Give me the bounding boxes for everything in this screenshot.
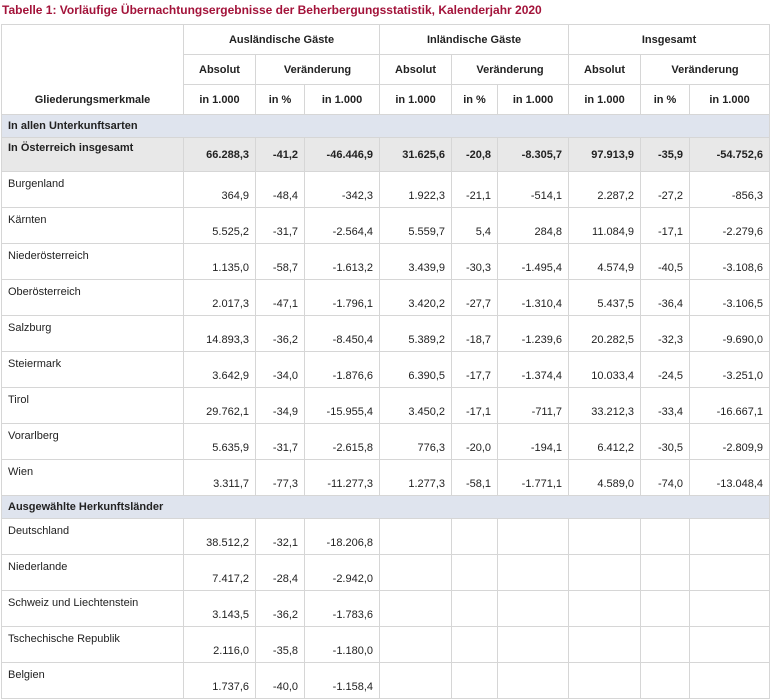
value-cell: 1.737,6 [184, 663, 256, 699]
value-cell: -47,1 [256, 280, 305, 316]
subheader-absolute: Absolut [184, 55, 256, 85]
value-cell [380, 591, 452, 627]
section-title: In allen Unterkunftsarten [2, 115, 770, 138]
value-cell: -48,4 [256, 172, 305, 208]
value-cell: -31,7 [256, 208, 305, 244]
value-cell [641, 663, 690, 699]
value-cell: -9.690,0 [690, 316, 770, 352]
value-cell: -40,0 [256, 663, 305, 699]
value-cell [498, 519, 569, 555]
table-row [2, 627, 770, 663]
value-cell: -16.667,1 [690, 388, 770, 424]
value-cell: 10.033,4 [569, 352, 641, 388]
section-header-row [2, 496, 770, 519]
value-cell: -3.106,5 [690, 280, 770, 316]
value-cell [380, 555, 452, 591]
table-row [2, 591, 770, 627]
subheader-absolute: Absolut [569, 55, 641, 85]
value-cell: 5.559,7 [380, 208, 452, 244]
value-cell: -8.305,7 [498, 138, 569, 172]
value-cell: -31,7 [256, 424, 305, 460]
table-row [2, 460, 770, 496]
value-cell: 97.913,9 [569, 138, 641, 172]
value-cell: -13.048,4 [690, 460, 770, 496]
value-cell: -1.239,6 [498, 316, 569, 352]
value-cell: -2.279,6 [690, 208, 770, 244]
value-cell: 66.288,3 [184, 138, 256, 172]
table-row [2, 388, 770, 424]
total-row [2, 138, 770, 172]
overnight-stays-table [1, 24, 770, 699]
value-cell: -1.180,0 [305, 627, 380, 663]
value-cell [641, 591, 690, 627]
value-cell: -32,3 [641, 316, 690, 352]
value-cell: -36,2 [256, 316, 305, 352]
value-cell: 284,8 [498, 208, 569, 244]
value-cell: 11.084,9 [569, 208, 641, 244]
row-label: Steiermark [2, 352, 184, 388]
row-label: Vorarlberg [2, 424, 184, 460]
unit-header: in 1.000 [569, 85, 641, 115]
value-cell [380, 519, 452, 555]
value-cell: -27,7 [452, 280, 498, 316]
value-cell [380, 663, 452, 699]
value-cell: 5.525,2 [184, 208, 256, 244]
value-cell [452, 663, 498, 699]
subheader-change: Veränderung [256, 55, 380, 85]
value-cell: -58,7 [256, 244, 305, 280]
value-cell: -28,4 [256, 555, 305, 591]
unit-header: in 1.000 [380, 85, 452, 115]
value-cell: -3.251,0 [690, 352, 770, 388]
value-cell: -77,3 [256, 460, 305, 496]
value-cell: -1.771,1 [498, 460, 569, 496]
value-cell [641, 519, 690, 555]
row-label: Niederlande [2, 555, 184, 591]
value-cell: 20.282,5 [569, 316, 641, 352]
value-cell: 2.287,2 [569, 172, 641, 208]
value-cell: -342,3 [305, 172, 380, 208]
value-cell: 7.417,2 [184, 555, 256, 591]
value-cell [690, 519, 770, 555]
row-label: In Österreich insgesamt [2, 138, 184, 172]
value-cell: -711,7 [498, 388, 569, 424]
value-cell: -21,1 [452, 172, 498, 208]
value-cell: 3.420,2 [380, 280, 452, 316]
value-cell: -17,1 [452, 388, 498, 424]
value-cell: -1.374,4 [498, 352, 569, 388]
value-cell [690, 591, 770, 627]
value-cell: -46.446,9 [305, 138, 380, 172]
value-cell: 1.277,3 [380, 460, 452, 496]
value-cell: -35,9 [641, 138, 690, 172]
table-row [2, 208, 770, 244]
table-row [2, 424, 770, 460]
value-cell: 3.439,9 [380, 244, 452, 280]
value-cell: 6.390,5 [380, 352, 452, 388]
row-label: Oberösterreich [2, 280, 184, 316]
value-cell: -11.277,3 [305, 460, 380, 496]
row-label: Niederösterreich [2, 244, 184, 280]
value-cell [498, 627, 569, 663]
value-cell: 3.143,5 [184, 591, 256, 627]
section-title: Ausgewählte Herkunftsländer [2, 496, 770, 519]
group-header-foreign: Ausländische Gäste [184, 25, 380, 55]
value-cell [498, 555, 569, 591]
row-label: Schweiz und Liechtenstein [2, 591, 184, 627]
unit-header: in % [452, 85, 498, 115]
row-label: Tschechische Republik [2, 627, 184, 663]
row-label: Burgenland [2, 172, 184, 208]
value-cell: 4.589,0 [569, 460, 641, 496]
value-cell: -27,2 [641, 172, 690, 208]
value-cell [569, 519, 641, 555]
value-cell: -30,3 [452, 244, 498, 280]
unit-header: in % [641, 85, 690, 115]
value-cell: 4.574,9 [569, 244, 641, 280]
value-cell: -194,1 [498, 424, 569, 460]
value-cell: -1.796,1 [305, 280, 380, 316]
value-cell: 33.212,3 [569, 388, 641, 424]
value-cell: 3.450,2 [380, 388, 452, 424]
table-row [2, 316, 770, 352]
value-cell: 5.389,2 [380, 316, 452, 352]
value-cell: -24,5 [641, 352, 690, 388]
row-label: Salzburg [2, 316, 184, 352]
value-cell: -15.955,4 [305, 388, 380, 424]
value-cell: -20,0 [452, 424, 498, 460]
value-cell: -32,1 [256, 519, 305, 555]
value-cell: -1.876,6 [305, 352, 380, 388]
group-header-domestic: Inländische Gäste [380, 25, 569, 55]
value-cell: -1.613,2 [305, 244, 380, 280]
value-cell: -33,4 [641, 388, 690, 424]
subheader-change: Veränderung [641, 55, 770, 85]
section-header-row [2, 115, 770, 138]
value-cell [569, 555, 641, 591]
row-label: Belgien [2, 663, 184, 699]
value-cell: -58,1 [452, 460, 498, 496]
value-cell: -3.108,6 [690, 244, 770, 280]
value-cell: -1.783,6 [305, 591, 380, 627]
value-cell: -514,1 [498, 172, 569, 208]
value-cell: -2.564,4 [305, 208, 380, 244]
row-label: Kärnten [2, 208, 184, 244]
value-cell: -8.450,4 [305, 316, 380, 352]
value-cell: 5.635,9 [184, 424, 256, 460]
value-cell [690, 555, 770, 591]
value-cell: 364,9 [184, 172, 256, 208]
value-cell: -2.809,9 [690, 424, 770, 460]
table-row [2, 519, 770, 555]
value-cell: -30,5 [641, 424, 690, 460]
value-cell: -35,8 [256, 627, 305, 663]
value-cell [380, 627, 452, 663]
unit-header: in 1.000 [690, 85, 770, 115]
value-cell [452, 519, 498, 555]
row-label: Wien [2, 460, 184, 496]
value-cell: 14.893,3 [184, 316, 256, 352]
value-cell [452, 627, 498, 663]
value-cell [498, 663, 569, 699]
value-cell: 5,4 [452, 208, 498, 244]
subheader-change: Veränderung [452, 55, 569, 85]
value-cell: 2.017,3 [184, 280, 256, 316]
value-cell: 3.642,9 [184, 352, 256, 388]
value-cell: -18.206,8 [305, 519, 380, 555]
value-cell [641, 555, 690, 591]
value-cell: 5.437,5 [569, 280, 641, 316]
value-cell: -74,0 [641, 460, 690, 496]
value-cell: -17,7 [452, 352, 498, 388]
value-cell: -36,4 [641, 280, 690, 316]
value-cell: 29.762,1 [184, 388, 256, 424]
stub-header: Gliederungsmerkmale [2, 25, 184, 115]
value-cell: 3.311,7 [184, 460, 256, 496]
unit-header: in 1.000 [305, 85, 380, 115]
value-cell: -36,2 [256, 591, 305, 627]
value-cell: -54.752,6 [690, 138, 770, 172]
subheader-absolute: Absolut [380, 55, 452, 85]
value-cell: 6.412,2 [569, 424, 641, 460]
value-cell: -34,9 [256, 388, 305, 424]
value-cell [641, 627, 690, 663]
table-body [2, 115, 770, 699]
value-cell: 1.922,3 [380, 172, 452, 208]
value-cell: 31.625,6 [380, 138, 452, 172]
value-cell: -1.310,4 [498, 280, 569, 316]
value-cell: -34,0 [256, 352, 305, 388]
value-cell [569, 627, 641, 663]
value-cell [690, 627, 770, 663]
unit-header: in 1.000 [498, 85, 569, 115]
value-cell: -2.942,0 [305, 555, 380, 591]
value-cell: -1.158,4 [305, 663, 380, 699]
value-cell: -18,7 [452, 316, 498, 352]
value-cell: -1.495,4 [498, 244, 569, 280]
value-cell: 1.135,0 [184, 244, 256, 280]
value-cell [690, 663, 770, 699]
value-cell: 38.512,2 [184, 519, 256, 555]
unit-header: in 1.000 [184, 85, 256, 115]
table-row [2, 172, 770, 208]
value-cell [498, 591, 569, 627]
table-row [2, 352, 770, 388]
value-cell: -41,2 [256, 138, 305, 172]
unit-header: in % [256, 85, 305, 115]
table-row [2, 555, 770, 591]
value-cell [569, 663, 641, 699]
value-cell: 776,3 [380, 424, 452, 460]
table-caption: Tabelle 1: Vorläufige Übernachtungsergebnisse der Beherbergungsstatistik, Kalenderjahr 2020 [2, 3, 542, 17]
group-header-total: Insgesamt [569, 25, 770, 55]
value-cell [452, 555, 498, 591]
value-cell: 2.116,0 [184, 627, 256, 663]
value-cell [569, 591, 641, 627]
table-row [2, 280, 770, 316]
value-cell: -40,5 [641, 244, 690, 280]
value-cell: -856,3 [690, 172, 770, 208]
value-cell: -2.615,8 [305, 424, 380, 460]
value-cell: -17,1 [641, 208, 690, 244]
value-cell: -20,8 [452, 138, 498, 172]
table-row [2, 244, 770, 280]
value-cell [452, 591, 498, 627]
row-label: Deutschland [2, 519, 184, 555]
table-row [2, 663, 770, 699]
row-label: Tirol [2, 388, 184, 424]
